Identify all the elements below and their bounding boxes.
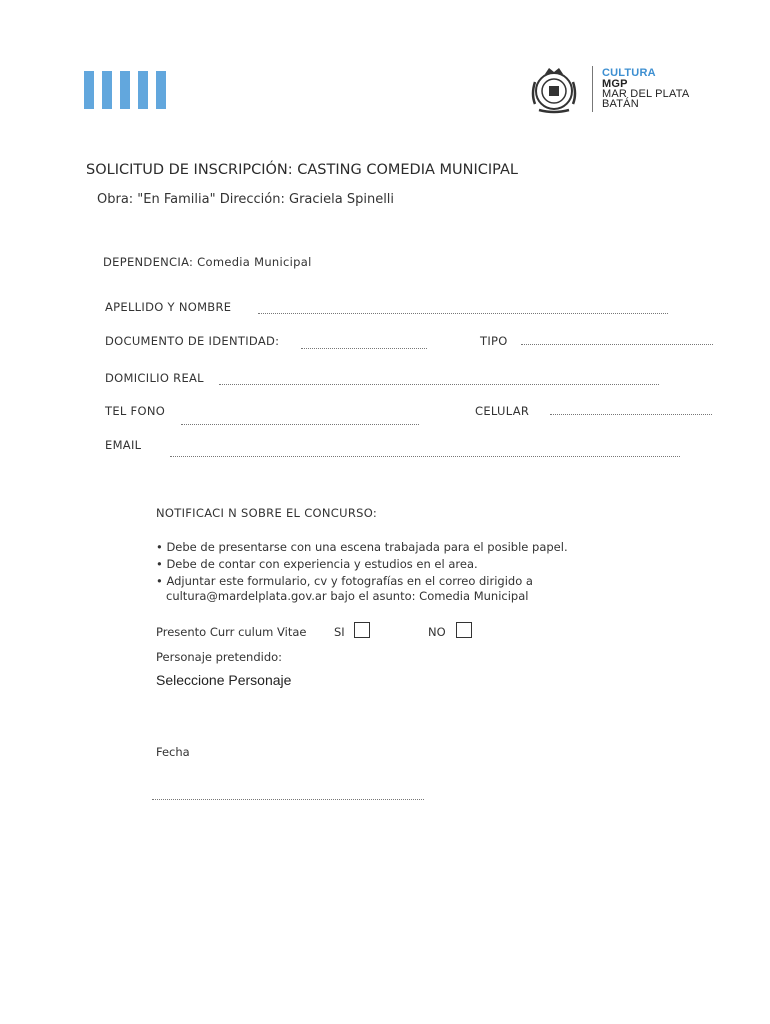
celular-label: CELULAR [475,404,530,418]
brand-line-batan: BATÁN [602,98,639,110]
email-field[interactable] [170,456,680,457]
apellido-label: APELLIDO Y NOMBRE [105,300,232,314]
notice-bullet: • Debe de presentarse con una escena trabajada para el posible papel. [156,540,568,554]
personaje-select[interactable]: Seleccione Personaje [156,672,292,688]
apellido-field[interactable] [258,313,668,314]
cv-no-checkbox[interactable] [456,622,472,638]
page-title: SOLICITUD DE INSCRIPCIÓN: CASTING COMEDIA MUNICIPAL [86,162,518,178]
cv-si-checkbox[interactable] [354,622,370,638]
telefono-field[interactable] [181,424,419,425]
notice-bullet: • Adjuntar este formulario, cv y fotografías en el correo dirigido a [156,574,533,588]
personaje-label: Personaje pretendido: [156,650,283,664]
celular-field[interactable] [550,414,712,415]
domicilio-label: DOMICILIO REAL [105,371,204,385]
notice-bullet-continuation: cultura@mardelplata.gov.ar bajo el asunto: Comedia Municipal [166,589,529,603]
dependencia-text: DEPENDENCIA: Comedia Municipal [103,255,312,269]
email-label: EMAIL [105,438,142,452]
tipo-label: TIPO [480,334,508,348]
cv-no-label: NO [428,625,446,639]
municipal-seal-icon [529,64,579,114]
documento-label: DOCUMENTO DE IDENTIDAD: [105,334,280,348]
brand-line-mgp: MGP [602,78,628,90]
tipo-field[interactable] [521,344,713,345]
cv-si-label: SI [334,625,345,639]
domicilio-field[interactable] [219,384,659,385]
brand-divider [592,66,593,112]
striped-bars-logo [84,71,166,109]
page-subtitle: Obra: "En Familia" Dirección: Graciela Spinelli [97,192,395,207]
fecha-label: Fecha [156,745,190,759]
telefono-label: TEL FONO [105,404,166,418]
notice-bullet: • Debe de contar con experiencia y estudios en el area. [156,557,478,571]
documento-field[interactable] [301,348,427,349]
cv-label: Presento Curr culum Vitae [156,625,307,639]
fecha-field[interactable] [152,799,424,800]
brand-line-cultura: CULTURA [602,67,656,79]
notice-heading: NOTIFICACI N SOBRE EL CONCURSO: [156,506,378,520]
brand-line-mdp: MAR DEL PLATA [602,88,690,100]
